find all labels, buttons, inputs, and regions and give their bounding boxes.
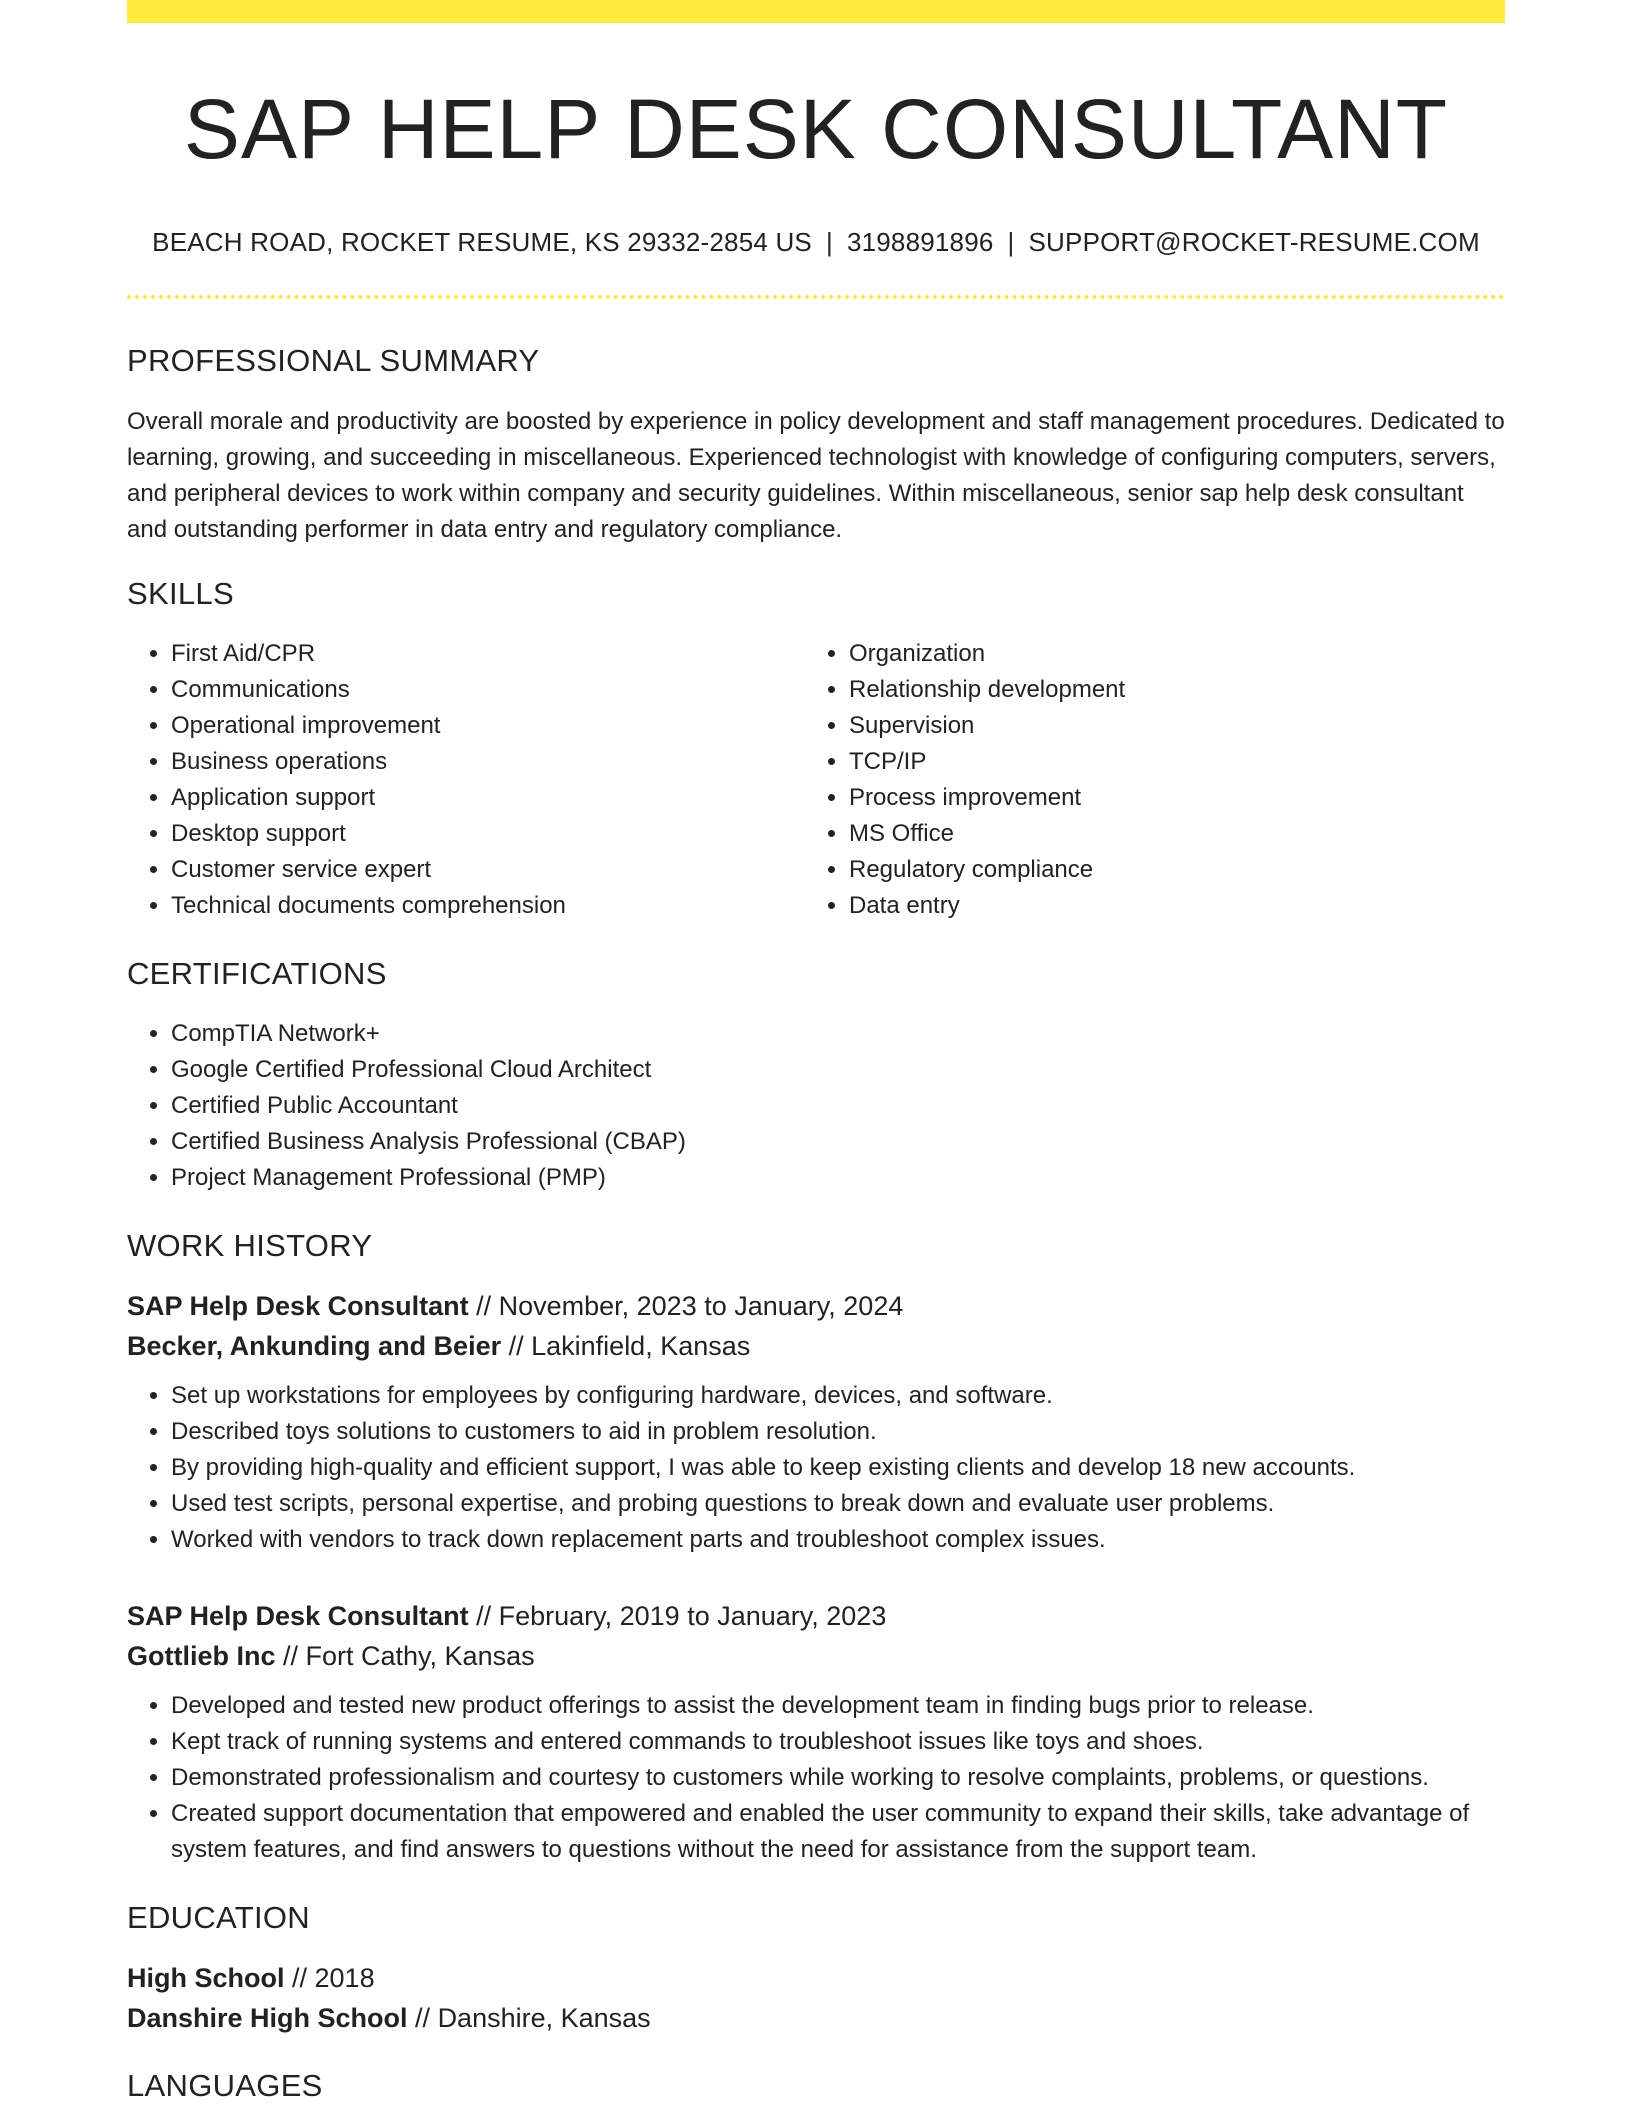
job-bullet: • By providing high-quality and efficient support, I was able to keep existing clients and develop 18 new accounts.	[171, 1450, 1505, 1486]
skill-item: • Supervision	[849, 708, 1483, 744]
skill-item: • Relationship development	[849, 672, 1483, 708]
skill-item: • Data entry	[849, 888, 1483, 924]
resume-name-title: SAP HELP DESK CONSULTANT	[183, 82, 1449, 176]
skills-grid	[127, 636, 1505, 924]
accent-top-bar	[127, 0, 1505, 23]
skill-item: • Organization	[849, 636, 1483, 672]
skill-item: • Communications	[171, 672, 805, 708]
job-bullet: • Set up workstations for employees by configuring hardware, devices, and software.	[171, 1378, 1505, 1414]
job-company-line	[127, 1636, 1505, 1676]
contact-separator: |	[1007, 227, 1015, 258]
job-role: SAP Help Desk Consultant	[127, 1600, 469, 1631]
education-school-line	[127, 1998, 1505, 2038]
skill-item: • Technical documents comprehension	[171, 888, 805, 924]
certification-item: • Google Certified Professional Cloud Architect	[171, 1052, 1505, 1088]
certification-item: • Project Management Professional (PMP)	[171, 1160, 1505, 1196]
skill-item: • Desktop support	[171, 816, 805, 852]
job-bullet: • Kept track of running systems and entered commands to troubleshoot issues like toys and shoes.	[171, 1724, 1505, 1760]
skill-item: • Regulatory compliance	[849, 852, 1483, 888]
summary-text: Overall morale and productivity are boosted by experience in policy development and staff management procedures. Dedicated to learning, growing, and succeeding in miscellaneous. Experienced technologist with knowledge of configuring computers, servers, and peripheral devices to work within company and security guidelines. Within miscellaneous, senior sap help desk consultant and outstanding performer in data entry and regulatory compliance.	[127, 407, 1505, 543]
work-history-heading: WORK HISTORY	[127, 1227, 373, 1263]
skill-item: • Process improvement	[849, 780, 1483, 816]
skill-item: • Business operations	[171, 744, 805, 780]
job-bullet: • Used test scripts, personal expertise, and probing questions to break down and evaluate user problems.	[171, 1486, 1505, 1522]
education-year: 2018	[314, 1962, 375, 1993]
contact-email[interactable]: SUPPORT@ROCKET-RESUME.COM	[1028, 227, 1480, 258]
job-bullet: • Described toys solutions to customers to aid in problem resolution.	[171, 1414, 1505, 1450]
job-separator: //	[275, 1640, 306, 1671]
resume-page	[127, 0, 1505, 2104]
dotted-divider	[127, 295, 1505, 299]
job-role-line	[127, 1596, 1505, 1636]
contact-line	[127, 227, 1505, 258]
job-separator: //	[468, 1290, 499, 1321]
job-separator: //	[501, 1330, 532, 1361]
summary-heading: PROFESSIONAL SUMMARY	[127, 342, 540, 378]
certification-item: • CompTIA Network+	[171, 1016, 1505, 1052]
job-role: SAP Help Desk Consultant	[127, 1290, 469, 1321]
languages-heading: LANGUAGES	[127, 2067, 323, 2103]
skill-item: • Application support	[171, 780, 805, 816]
education-school: Danshire High School	[127, 2002, 408, 2033]
job-bullet: • Developed and tested new product offerings to assist the development team in finding bugs prior to release.	[171, 1688, 1505, 1724]
job-separator: //	[468, 1600, 499, 1631]
education-entry	[127, 1958, 1505, 2038]
job-bullet-list	[127, 1378, 1505, 1558]
skill-item: • Operational improvement	[171, 708, 805, 744]
certifications-heading: CERTIFICATIONS	[127, 955, 387, 991]
skill-item: • First Aid/CPR	[171, 636, 805, 672]
contact-separator: |	[825, 227, 833, 258]
job-bullet: • Demonstrated professionalism and courtesy to customers while working to resolve complaints, problems, or questions.	[171, 1760, 1505, 1796]
contact-phone[interactable]: 3198891896	[846, 227, 994, 258]
skill-item: • Customer service expert	[171, 852, 805, 888]
skills-left-list	[127, 636, 805, 924]
job-role-line	[127, 1286, 1505, 1326]
job-dates: November, 2023 to January, 2024	[498, 1290, 904, 1321]
skills-heading: SKILLS	[127, 575, 234, 611]
job-company: Gottlieb Inc	[127, 1640, 276, 1671]
contact-address: BEACH ROAD, ROCKET RESUME, KS 29332-2854 US	[152, 227, 812, 258]
job-bullet: • Created support documentation that empowered and enabled the user community to expand their skills, take advantage of system features, and find answers to questions without the need for assistance from the support team.	[171, 1796, 1505, 1868]
skill-item: • TCP/IP	[849, 744, 1483, 780]
job-bullet: • Worked with vendors to track down replacement parts and troubleshoot complex issues.	[171, 1522, 1505, 1558]
job-company: Becker, Ankunding and Beier	[127, 1330, 502, 1361]
education-location: Danshire, Kansas	[437, 2002, 651, 2033]
education-heading: EDUCATION	[127, 1899, 310, 1935]
certification-item: • Certified Public Accountant	[171, 1088, 1505, 1124]
job-bullet-list	[127, 1688, 1505, 1868]
job-entry	[127, 1596, 1505, 1868]
job-location: Fort Cathy, Kansas	[305, 1640, 535, 1671]
job-dates: February, 2019 to January, 2023	[498, 1600, 887, 1631]
skills-right-list	[805, 636, 1483, 924]
certification-item: • Certified Business Analysis Professional (CBAP)	[171, 1124, 1505, 1160]
job-location: Lakinfield, Kansas	[531, 1330, 751, 1361]
education-degree-line	[127, 1958, 1505, 1998]
job-entry	[127, 1286, 1505, 1558]
education-degree: High School	[127, 1962, 285, 1993]
certifications-list	[127, 1016, 1505, 1196]
skill-item: • MS Office	[849, 816, 1483, 852]
job-company-line	[127, 1326, 1505, 1366]
education-separator: //	[284, 1962, 315, 1993]
education-separator: //	[407, 2002, 438, 2033]
